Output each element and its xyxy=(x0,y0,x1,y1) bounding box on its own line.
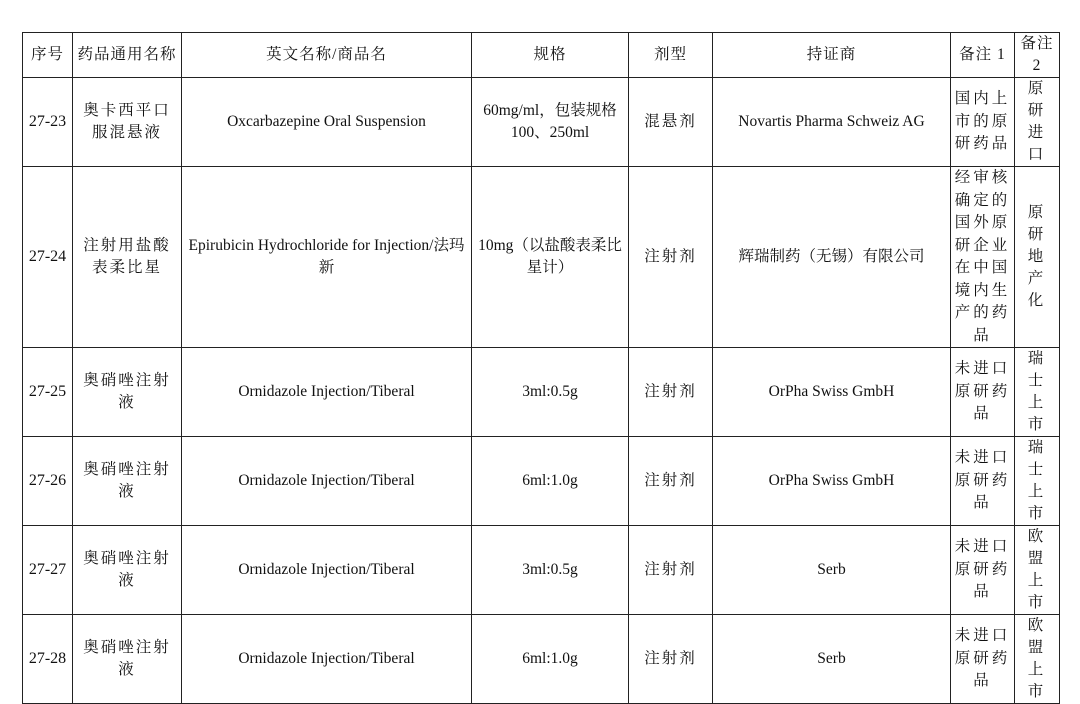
table-row xyxy=(23,167,1060,348)
row-no: 27-25 xyxy=(23,348,73,437)
row-note2: 欧盟上市 xyxy=(1015,526,1060,615)
row-spec: 3ml:0.5g xyxy=(472,348,629,437)
header-note2: 备注 2 xyxy=(1015,33,1060,78)
row-note1: 未进口原研药品 xyxy=(951,348,1015,437)
row-form: 混悬剂 xyxy=(629,78,713,167)
row-note1: 国内上市的原研药品 xyxy=(951,78,1015,167)
row-no: 27-24 xyxy=(23,167,73,348)
drug-list-table xyxy=(22,32,1060,704)
table-row xyxy=(23,78,1060,167)
row-no: 27-26 xyxy=(23,437,73,526)
row-generic-name: 奥卡西平口服混悬液 xyxy=(73,78,182,167)
row-english-name: Epirubicin Hydrochloride for Injection/法玛新 xyxy=(182,167,472,348)
header-spec: 规格 xyxy=(472,33,629,78)
row-note1: 未进口原研药品 xyxy=(951,437,1015,526)
row-english-name: Ornidazole Injection/Tiberal xyxy=(182,615,472,704)
row-no: 27-27 xyxy=(23,526,73,615)
table-row xyxy=(23,437,1060,526)
row-form: 注射剂 xyxy=(629,615,713,704)
row-generic-name: 奥硝唑注射液 xyxy=(73,526,182,615)
row-note1: 经审核确定的国外原研企业在中国境内生产的药品 xyxy=(951,167,1015,348)
header-generic-name: 药品通用名称 xyxy=(73,33,182,78)
row-spec: 6ml:1.0g xyxy=(472,437,629,526)
row-spec: 3ml:0.5g xyxy=(472,526,629,615)
row-generic-name: 奥硝唑注射液 xyxy=(73,348,182,437)
row-no: 27-28 xyxy=(23,615,73,704)
header-english-name: 英文名称/商品名 xyxy=(182,33,472,78)
row-english-name: Oxcarbazepine Oral Suspension xyxy=(182,78,472,167)
row-english-name: Ornidazole Injection/Tiberal xyxy=(182,437,472,526)
row-english-name: Ornidazole Injection/Tiberal xyxy=(182,526,472,615)
row-spec: 10mg（以盐酸表柔比星计） xyxy=(472,167,629,348)
header-form: 剂型 xyxy=(629,33,713,78)
row-holder: OrPha Swiss GmbH xyxy=(713,348,951,437)
row-form: 注射剂 xyxy=(629,348,713,437)
row-generic-name: 奥硝唑注射液 xyxy=(73,615,182,704)
row-note2: 欧盟上市 xyxy=(1015,615,1060,704)
header-holder: 持证商 xyxy=(713,33,951,78)
row-form: 注射剂 xyxy=(629,526,713,615)
row-form: 注射剂 xyxy=(629,437,713,526)
row-form: 注射剂 xyxy=(629,167,713,348)
row-generic-name: 注射用盐酸表柔比星 xyxy=(73,167,182,348)
row-holder: 辉瑞制药（无锡）有限公司 xyxy=(713,167,951,348)
row-no: 27-23 xyxy=(23,78,73,167)
row-holder: Serb xyxy=(713,615,951,704)
header-no: 序号 xyxy=(23,33,73,78)
header-row xyxy=(23,33,1060,78)
row-note2: 瑞士上市 xyxy=(1015,348,1060,437)
row-spec: 6ml:1.0g xyxy=(472,615,629,704)
row-note1: 未进口原研药品 xyxy=(951,615,1015,704)
header-note1: 备注 1 xyxy=(951,33,1015,78)
row-note2: 瑞士上市 xyxy=(1015,437,1060,526)
row-generic-name: 奥硝唑注射液 xyxy=(73,437,182,526)
table-row xyxy=(23,348,1060,437)
row-note2: 原研地产化 xyxy=(1015,167,1060,348)
row-spec: 60mg/ml，包装规格100、250ml xyxy=(472,78,629,167)
row-holder: Serb xyxy=(713,526,951,615)
table-row xyxy=(23,526,1060,615)
row-note1: 未进口原研药品 xyxy=(951,526,1015,615)
row-english-name: Ornidazole Injection/Tiberal xyxy=(182,348,472,437)
row-holder: OrPha Swiss GmbH xyxy=(713,437,951,526)
row-note2: 原研进口 xyxy=(1015,78,1060,167)
row-holder: Novartis Pharma Schweiz AG xyxy=(713,78,951,167)
